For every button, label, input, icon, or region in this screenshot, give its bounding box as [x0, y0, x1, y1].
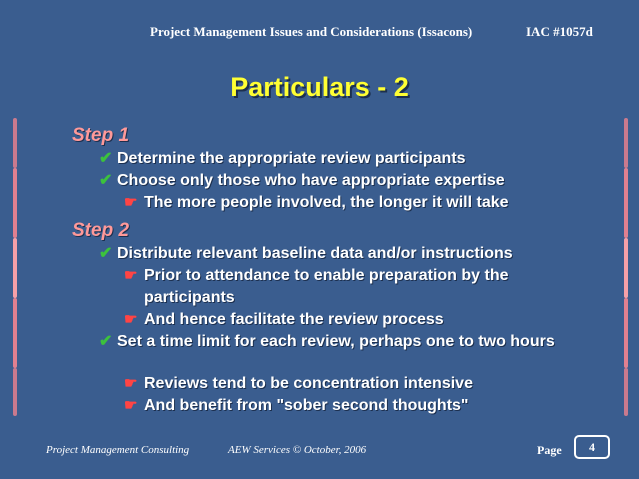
sub-list-item-text: The more people involved, the longer it will take	[144, 194, 509, 211]
list-item-text: Distribute relevant baseline data and/or instructions	[117, 245, 513, 262]
check-icon: ✔	[99, 245, 113, 262]
right-decoration-bar	[624, 118, 628, 416]
page-number: 4	[574, 435, 610, 459]
header-code: IAC #1057d	[526, 24, 593, 39]
step-heading: Step 2	[72, 220, 130, 241]
sub-list-item	[124, 373, 473, 395]
sub-list-item	[124, 265, 564, 309]
footer-company: Project Management Consulting	[46, 444, 190, 456]
list-item-text: Determine the appropriate review participants	[117, 150, 466, 167]
check-icon: ✔	[99, 333, 113, 350]
pointing-hand-icon: ☛	[124, 267, 138, 284]
page-label: Page	[537, 443, 562, 457]
check-icon: ✔	[99, 172, 113, 189]
list-item-text: Set a time limit for each review, perhaps one to two hours	[117, 333, 555, 350]
sub-list-item-text: Prior to attendance to enable preparation by the participants	[144, 267, 509, 306]
step-heading: Step 1	[72, 125, 130, 146]
pointing-hand-icon: ☛	[124, 375, 138, 392]
list-item	[99, 243, 513, 265]
check-icon: ✔	[99, 150, 113, 167]
list-item	[99, 331, 569, 353]
slide-title: Particulars - 2	[230, 72, 409, 102]
sub-list-item-text: Reviews tend to be concentration intensive	[144, 375, 473, 392]
sub-list-item-text: And hence facilitate the review process	[144, 311, 444, 328]
sub-list-item-text: And benefit from "sober second thoughts"	[144, 397, 469, 414]
pointing-hand-icon: ☛	[124, 194, 138, 211]
sub-list-item	[124, 192, 509, 214]
pointing-hand-icon: ☛	[124, 397, 138, 414]
left-decoration-bar	[13, 118, 17, 416]
sub-list-item	[124, 395, 469, 417]
list-item-text: Choose only those who have appropriate expertise	[117, 172, 505, 189]
footer-copyright: AEW Services © October, 2006	[228, 444, 367, 456]
sub-list-item	[124, 309, 444, 331]
header-title: Project Management Issues and Considerations (Issacons)	[150, 24, 473, 39]
pointing-hand-icon: ☛	[124, 311, 138, 328]
list-item	[99, 148, 466, 170]
list-item	[99, 170, 505, 192]
